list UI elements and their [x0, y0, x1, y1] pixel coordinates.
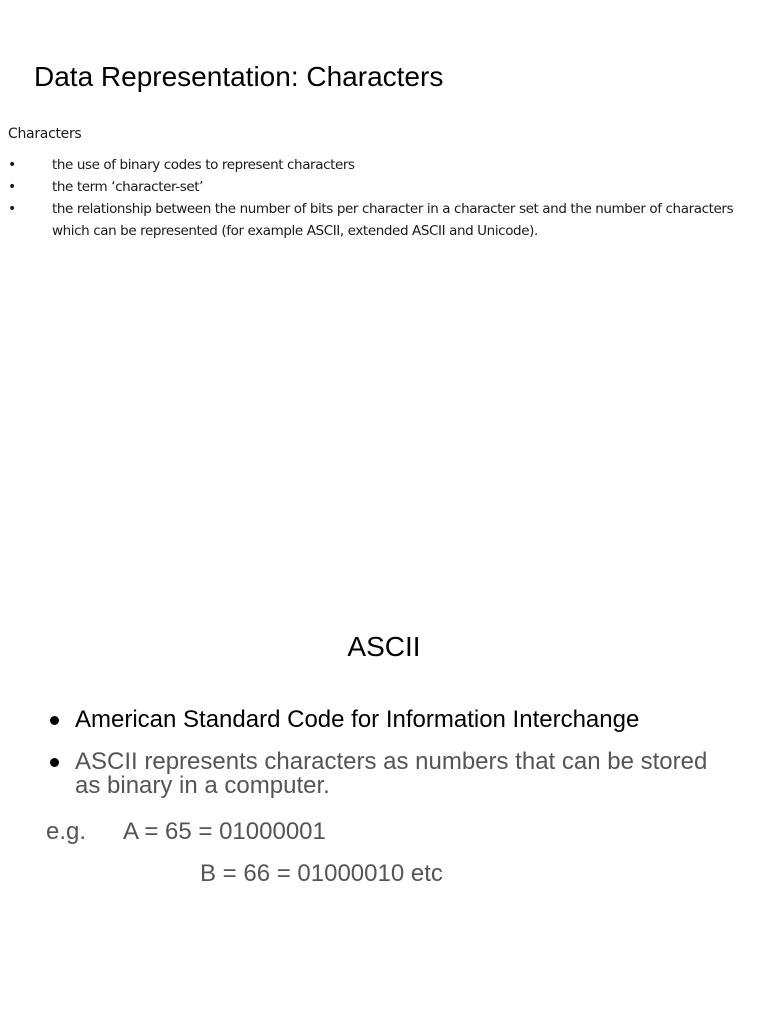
- spec-item: [8, 176, 748, 198]
- slide-title: ASCII: [347, 631, 421, 662]
- bullet-icon: [50, 758, 59, 767]
- bullet-icon: •: [8, 179, 16, 195]
- spec-item-text: the term ‘character-set’: [52, 179, 204, 195]
- example-b: B = 66 = 01000010 etc: [200, 860, 443, 887]
- spec-item: [8, 198, 748, 242]
- spec-item-text: the relationship between the number of bits per character in a character set and the number of characters which can be represented (for example ASCII, extended ASCII and Unicode).: [52, 201, 734, 239]
- bullet-icon: [50, 716, 59, 725]
- bullet-icon: •: [8, 201, 16, 217]
- slide-ascii: [0, 512, 768, 1024]
- spec-list: [8, 154, 748, 242]
- specification-excerpt-image: [8, 124, 748, 242]
- list-item-text: ASCII represents characters as numbers that can be stored as binary in a computer.: [75, 748, 708, 799]
- list-item-text: American Standard Code for Information Interchange: [75, 706, 640, 733]
- bullet-icon: •: [8, 157, 16, 173]
- spec-heading: Characters: [8, 126, 82, 142]
- spec-item-text: the use of binary codes to represent characters: [52, 157, 355, 173]
- list-item: [48, 750, 728, 798]
- bullet-list: [48, 708, 728, 816]
- example-a: A = 65 = 01000001: [123, 818, 326, 845]
- slide-title: Data Representation: Characters: [34, 61, 444, 92]
- example-label: e.g.: [46, 818, 87, 845]
- spec-item: [8, 154, 748, 176]
- list-item: [48, 708, 728, 732]
